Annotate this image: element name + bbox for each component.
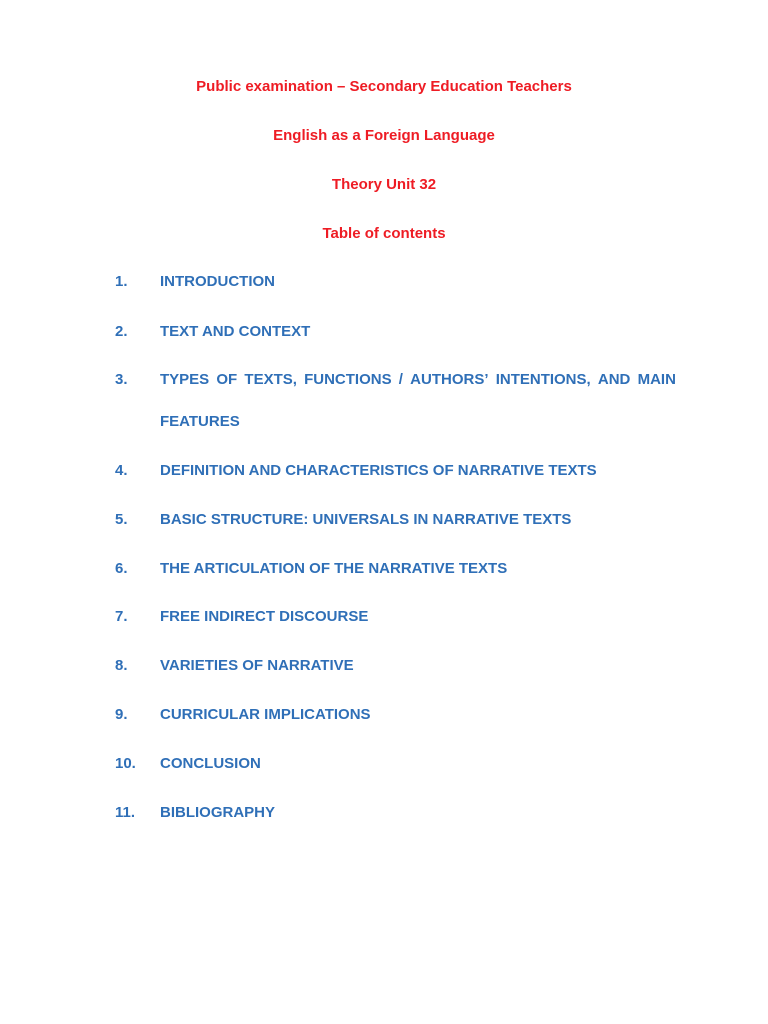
subject-heading: English as a Foreign Language (273, 127, 495, 144)
toc-item-label: TEXT AND CONTEXT (160, 323, 311, 340)
toc-item-number: 10. (115, 755, 136, 772)
toc-item-label: CURRICULAR IMPLICATIONS (160, 706, 371, 723)
toc-item-label (160, 371, 676, 389)
toc-item-label-continuation: FEATURES (160, 413, 240, 430)
toc-word: INTENTIONS, (495, 371, 591, 388)
toc-item-number: 3. (115, 371, 128, 388)
toc-item-label: BASIC STRUCTURE: UNIVERSALS IN NARRATIVE TEXTS (160, 511, 572, 528)
toc-item-label: CONCLUSION (160, 755, 261, 772)
toc-item-label: FREE INDIRECT DISCOURSE (160, 608, 369, 625)
toc-item-label: VARIETIES OF NARRATIVE (160, 657, 354, 674)
toc-item-label: DEFINITION AND CHARACTERISTICS OF NARRATIVE TEXTS (160, 462, 597, 479)
toc-word: FUNCTIONS (304, 371, 392, 388)
toc-item-label: INTRODUCTION (160, 273, 275, 290)
toc-item-number: 9. (115, 706, 128, 723)
toc-title: Table of contents (322, 225, 446, 242)
toc-item-number: 7. (115, 608, 128, 625)
toc-word: OF (216, 371, 238, 388)
exam-heading: Public examination – Secondary Education Teachers (196, 78, 572, 95)
toc-word: AND (597, 371, 631, 388)
toc-item-number: 1. (115, 273, 128, 290)
toc-word: TEXTS, (244, 371, 297, 388)
toc-word: MAIN (637, 371, 676, 388)
toc-item-number: 8. (115, 657, 128, 674)
toc-item-number: 6. (115, 560, 128, 577)
toc-word: TYPES (160, 371, 210, 388)
unit-heading: Theory Unit 32 (331, 176, 437, 193)
toc-item-label: BIBLIOGRAPHY (160, 804, 276, 821)
toc-item-label: THE ARTICULATION OF THE NARRATIVE TEXTS (160, 560, 508, 577)
toc-word: / (398, 371, 403, 388)
toc-item-number: 2. (115, 323, 128, 340)
toc-item-number: 4. (115, 462, 128, 479)
toc-item-number: 5. (115, 511, 128, 528)
toc-item-number: 11. (115, 804, 136, 821)
toc-word: AUTHORS’ (410, 371, 489, 388)
